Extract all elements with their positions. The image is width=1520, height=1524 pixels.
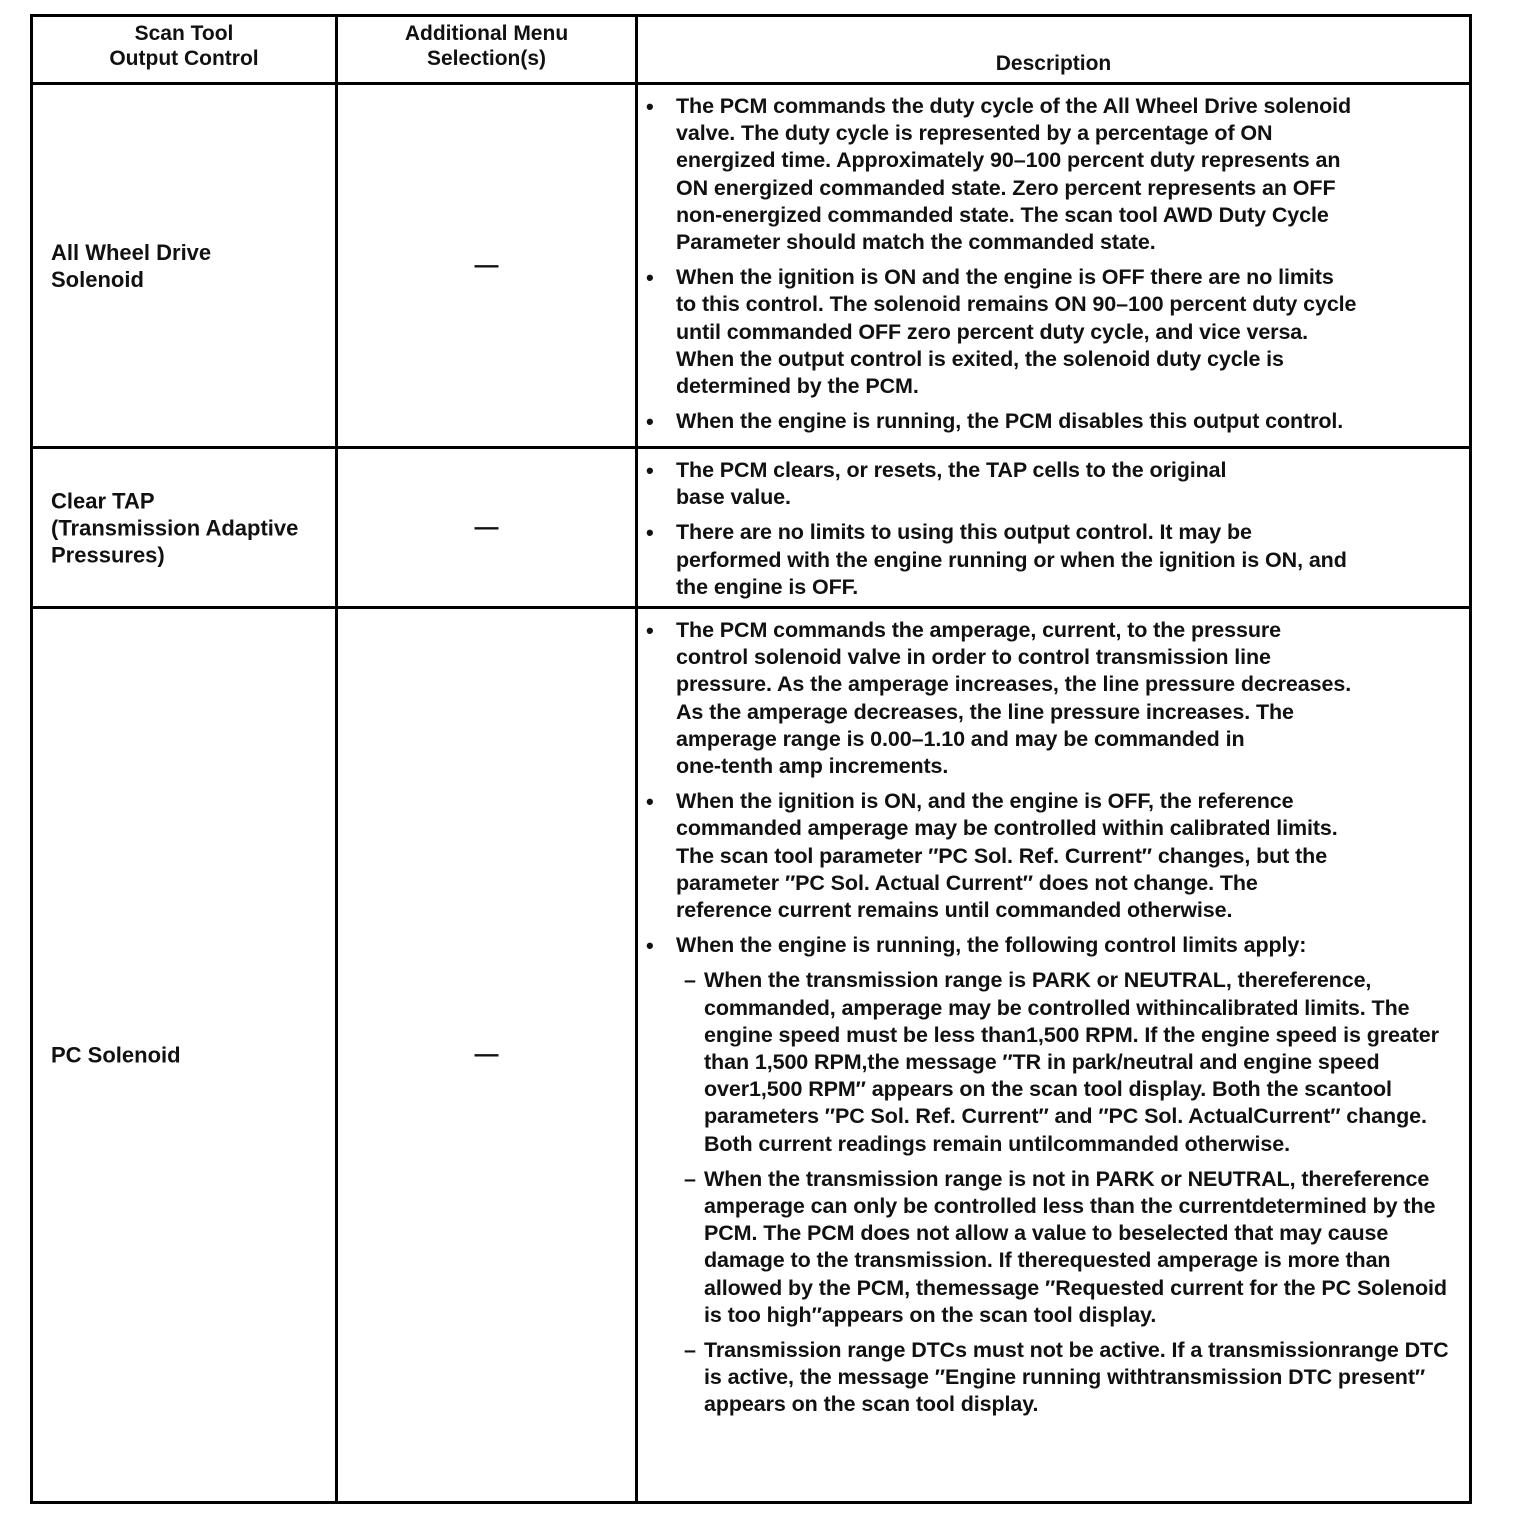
description-line: ON energized commanded state. Zero percent represents an OFF (676, 175, 1336, 200)
label-line: Solenoid (51, 266, 144, 292)
description-line: reference current remains until commanded otherwise. (676, 898, 1233, 923)
description-line: selected that may cause damage to the transmission. If the (704, 1221, 1389, 1273)
table-row-pc-solenoid (33, 609, 1469, 1501)
description-line: range DTC is active, the message ″Engine running with (704, 1338, 1449, 1390)
control-label (51, 1042, 327, 1069)
description-line: When the transmission range is PARK or NEUTRAL, the (704, 968, 1270, 993)
description-line: pressure. As the amperage increases, the line pressure decreases. (676, 672, 1352, 697)
description-line: calibrated limits. The engine speed must be less than (704, 995, 1410, 1047)
description-line: Parameter should match the commanded state. (676, 230, 1156, 255)
description-line: The scan tool parameter ″PC Sol. Ref. Current″ changes, but the (676, 843, 1328, 868)
description-bullet (676, 932, 1463, 959)
table-row-clear-tap (33, 449, 1469, 609)
description-line: the message ″TR in park/neutral and engine speed over (704, 1050, 1380, 1102)
header-additional-menu-selections (338, 17, 638, 82)
label-line: PC Solenoid (51, 1042, 181, 1068)
description-line: • When the engine is running, the following control limits apply: (676, 933, 1307, 958)
description-cell (638, 609, 1469, 1501)
description-line: the engine is OFF. (676, 574, 859, 599)
menu-cell (338, 85, 638, 446)
table-row-awd-solenoid (33, 85, 1469, 449)
description-line: to this control. The solenoid remains ON 90–100 percent duty cycle (676, 292, 1357, 317)
header-line: Output Control (109, 47, 259, 70)
description-line: • There are no limits to using this output control. It may be (676, 520, 1252, 545)
description-list (638, 449, 1469, 601)
description-bullet (676, 264, 1463, 400)
header-line: Description (995, 52, 1112, 75)
menu-cell (338, 609, 638, 1501)
description-line: Transmission range DTCs must not be active. If a transmission (704, 1338, 1341, 1363)
description-line: • The PCM commands the amperage, current, to the pressure (676, 618, 1282, 642)
header-line: Scan Tool (134, 22, 234, 45)
description-line: When the output control is exited, the solenoid duty cycle is (676, 346, 1284, 371)
description-line: tool parameters ″PC Sol. Ref. Current″ and ″PC Sol. Actual (704, 1077, 1392, 1129)
description-list (638, 85, 1469, 435)
header-line: Additional Menu (404, 22, 569, 45)
description-bullet (676, 519, 1463, 601)
description-line: non-energized commanded state. The scan tool AWD Duty Cycle (676, 202, 1329, 227)
description-line: determined by the PCM. The PCM does not allow a value to be (704, 1194, 1436, 1246)
description-line: appears on the scan tool display. (821, 1302, 1157, 1327)
description-line: transmission DTC present″ appears on the scan tool display. (704, 1365, 1426, 1417)
description-subitem (704, 1166, 1463, 1329)
description-line: one-tenth amp increments. (676, 754, 949, 779)
menu-value: — (474, 1041, 499, 1068)
description-line: • When the ignition is ON, and the engine is OFF, the reference (676, 789, 1294, 814)
description-line: Current″ change. Both current readings remain until (704, 1104, 1427, 1156)
description-line: reference, commanded, amperage may be controlled within (704, 968, 1372, 1020)
description-line: • When the ignition is ON and the engine is OFF there are no limits (676, 265, 1334, 290)
description-line: reference amperage can only be controlled less than the current (704, 1166, 1430, 1219)
description-line: amperage range is 0.00–1.10 and may be commanded in (676, 726, 1245, 751)
description-list (638, 609, 1469, 1419)
label-line: All Wheel Drive (51, 239, 212, 265)
description-line: commanded otherwise. (1053, 1131, 1290, 1156)
description-line: message ″Requested current for the PC Solenoid is too high″ (704, 1275, 1447, 1327)
description-cell (638, 85, 1469, 446)
control-label (51, 239, 327, 293)
description-line: performed with the engine running or when the ignition is ON, and (676, 547, 1347, 572)
description-line: commanded amperage may be controlled within calibrated limits. (676, 816, 1338, 841)
control-cell (33, 449, 338, 606)
menu-cell (338, 449, 638, 606)
control-cell (33, 85, 338, 446)
description-line: control solenoid valve in order to control transmission line (676, 645, 1271, 670)
description-line: parameter ″PC Sol. Actual Current″ does not change. The (676, 870, 1258, 895)
header-row (33, 17, 1469, 85)
label-line: Clear TAP (51, 488, 155, 513)
description-bullet (676, 617, 1463, 780)
menu-value: — (474, 251, 499, 279)
control-label (51, 487, 327, 568)
description-bullet (676, 93, 1463, 256)
description-line: determined by the PCM. (676, 374, 919, 399)
description-bullet (676, 408, 1463, 435)
description-line: • When the engine is running, the PCM disables this output control. (676, 409, 1344, 434)
description-bullet (676, 788, 1463, 924)
menu-value: — (474, 513, 499, 541)
header-line: Selection(s) (426, 47, 547, 70)
label-line: (Transmission Adaptive (51, 515, 299, 540)
header-scan-tool-output-control (33, 17, 338, 82)
description-bullet (676, 457, 1463, 511)
description-line: 1,500 RPM″ appears on the scan tool display. Both the scan (749, 1077, 1353, 1102)
label-line: Pressures) (51, 542, 165, 567)
description-line: base value. (676, 485, 791, 510)
description-subitem (704, 1337, 1463, 1419)
header-description (638, 17, 1469, 82)
description-cell (638, 449, 1469, 606)
description-line: until commanded OFF zero percent duty cycle, and vice versa. (676, 319, 1309, 344)
description-line: requested amperage is more than allowed by the PCM, the (704, 1248, 1391, 1300)
output-control-table (30, 14, 1472, 1504)
description-line: valve. The duty cycle is represented by a percentage of ON (676, 121, 1273, 146)
description-line: 1,500 RPM. If the engine speed is greater than 1,500 RPM, (704, 1022, 1439, 1075)
description-line: When the transmission range is not in PARK or NEUTRAL, the (704, 1166, 1334, 1191)
description-line: As the amperage decreases, the line pressure increases. The (676, 699, 1294, 724)
control-cell (33, 609, 338, 1501)
description-line: energized time. Approximately 90–100 percent duty represents an (676, 148, 1341, 173)
description-line: • The PCM commands the duty cycle of the All Wheel Drive solenoid (676, 94, 1352, 118)
description-subitem (704, 967, 1463, 1157)
description-line: • The PCM clears, or resets, the TAP cells to the original (676, 458, 1227, 482)
